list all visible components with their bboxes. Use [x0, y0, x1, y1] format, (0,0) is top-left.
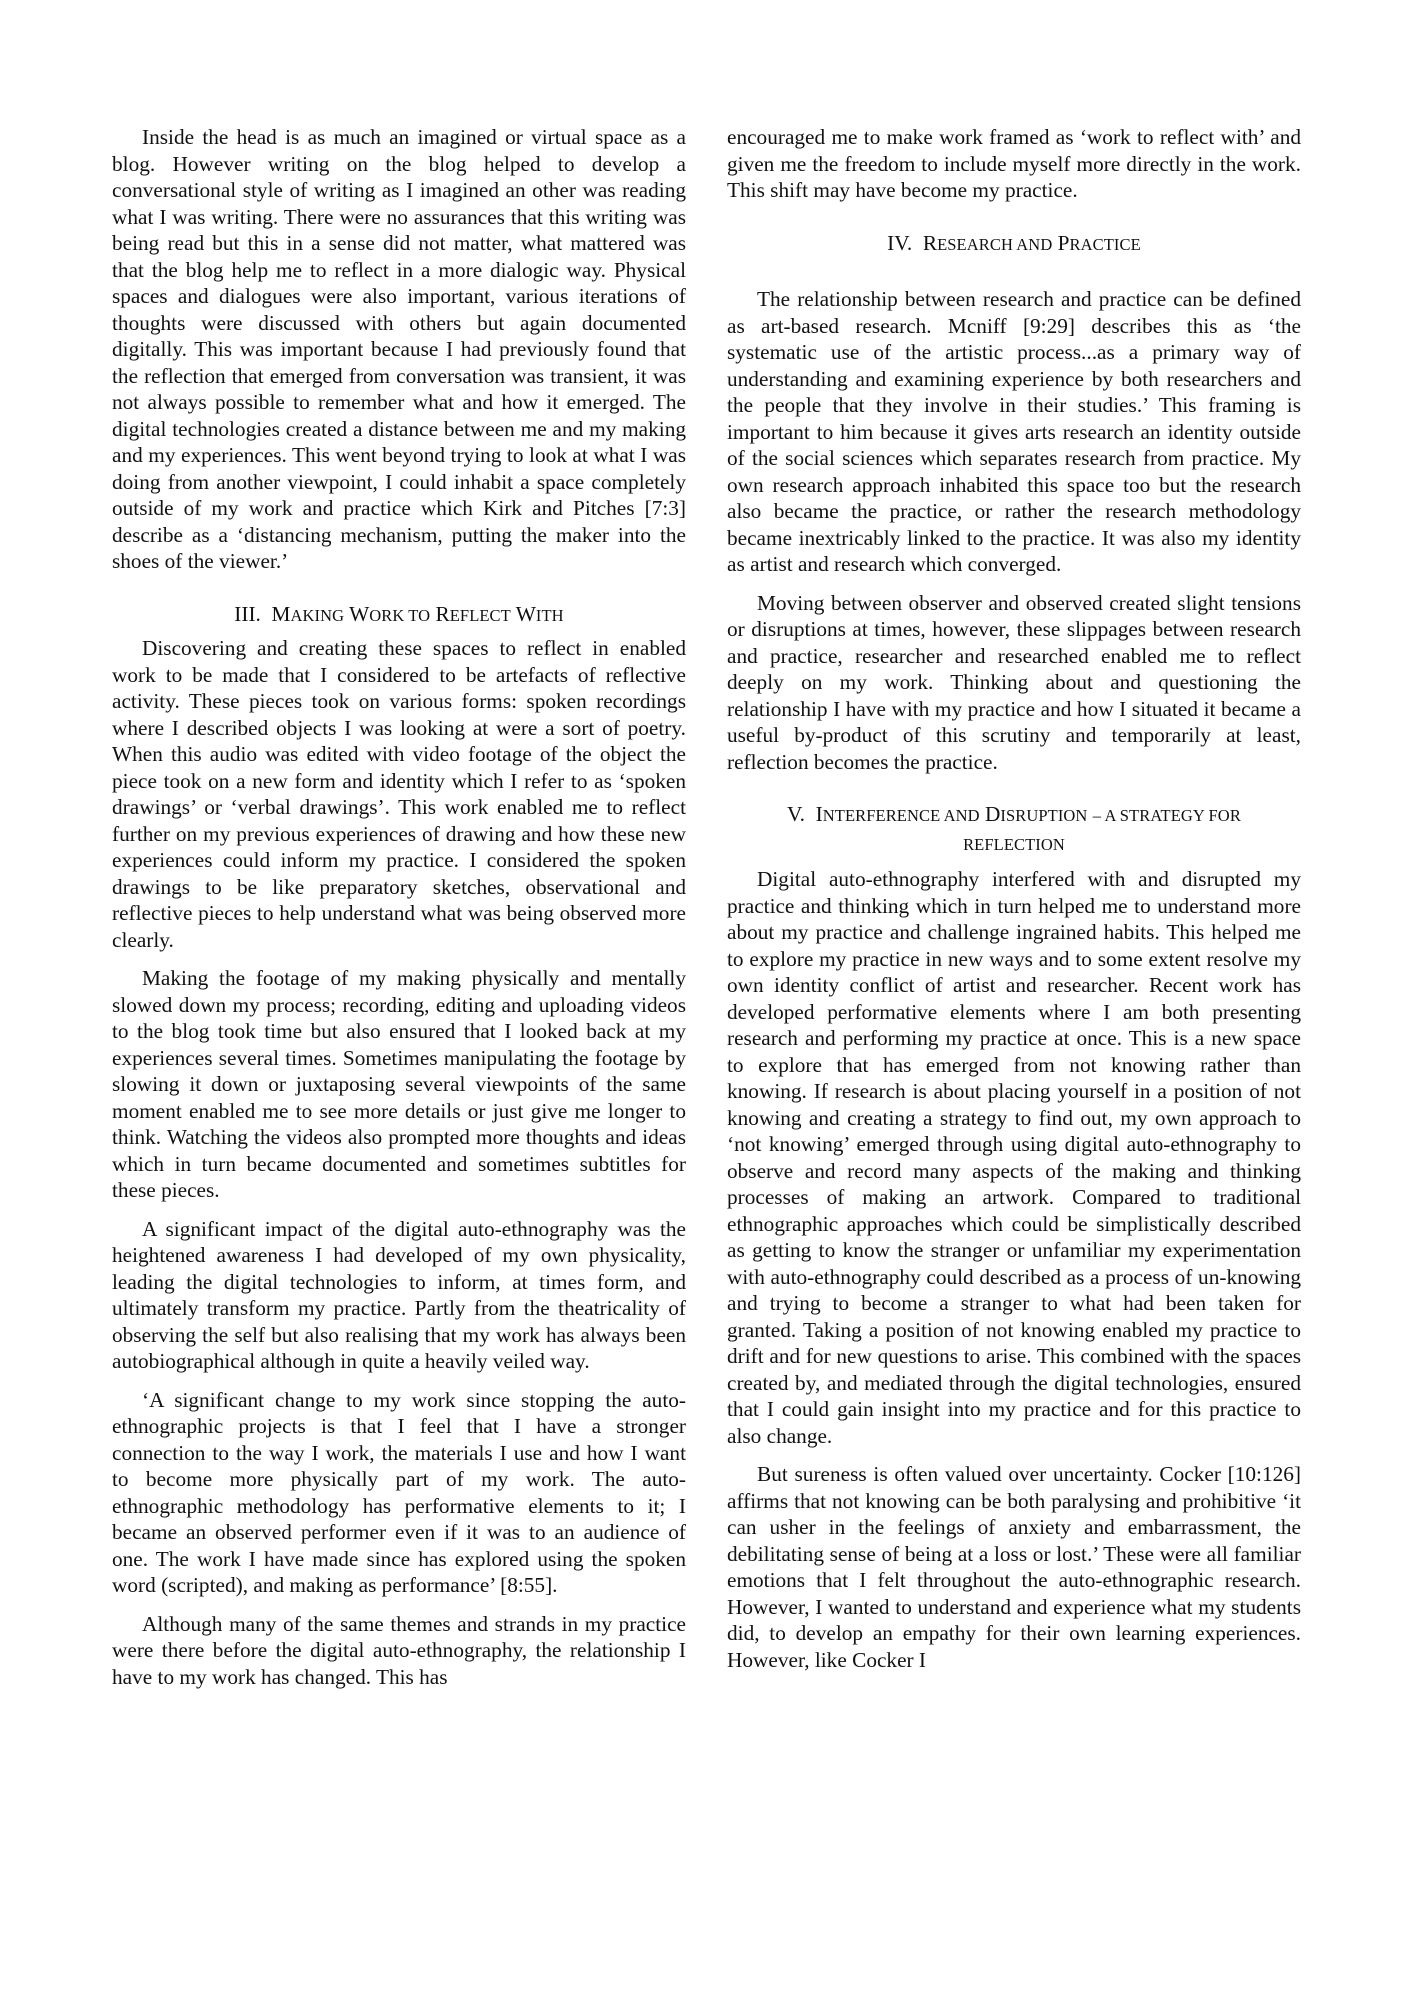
- paragraph-continued: encouraged me to make work framed as ‘work to reflect with’ and given me the freedom to include myself more directly in the work. This shift may have become my practice.: [727, 125, 1301, 202]
- paragraph: The relationship between research and practice can be defined as art-based research. Mcniff [9:29] describes this as ‘the systematic use of the artistic process...as a primary way of understanding and examining experience by both researchers and the people that they involve in their studies.’ This framing is important to him because it gives arts research an identity outside of the social sciences which separates research from practice. My own research approach inhabited this space too but the research also became the practice, or rather the research methodology became inextricably linked to the practice. It was also my identity as artist and research which converged.: [727, 287, 1301, 576]
- left-column: [112, 124, 686, 1702]
- paragraph: Although many of the same themes and strands in my practice were there before the digital auto-ethnography, the relationship I have to my work has changed. This has: [112, 1611, 686, 1689]
- paragraph: Digital auto-ethnography interfered with and disrupted my practice and thinking which in turn helped me to understand more about my practice and challenge ingrained habits. This helped me to explore my practice in new ways and to some extent resolve my own identity conflict of artist and researcher. Recent work has developed performative elements where I am both presenting research and performing my practice at once. This is a new space to explore that has emerged from not knowing rather than knowing. If research is about placing yourself in a position of not knowing and creating a strategy to find out, my own approach to ‘not knowing’ emerged through using digital auto-ethnography to observe and record many aspects of the making and thinking processes of making an artwork. Compared to traditional ethnographic approaches which could be simplistically described as getting to know the stranger or unfamiliar my experimentation with auto-ethnography could described as a process of un-knowing and trying to become a stranger to what had been taken for granted. Taking a position of not knowing enabled my practice to drift and for new questions to arise. This combined with the spaces created by, and mediated through the digital technologies, ensured that I could gain insight into my practice and for this practice to also change.: [727, 867, 1301, 1448]
- paragraph: Inside the head is as much an imagined or virtual space as a blog. However writing on the blog helped to develop a conversational style of writing as I imagined an other was reading what I was writing. There were no assurances that this writing was being read but this in a sense did not matter, what mattered was that the blog help me to reflect in a more dialogic way. Physical spaces and dialogues were also important, various iterations of thoughts were discussed with others but again documented digitally. This was important because I had previously found that the reflection that emerged from conversation was transient, it was not always possible to remember what and how it emerged. The digital technologies created a distance between me and my making and my experiences. This went beyond trying to look at what I was doing from another viewpoint, I could inhabit a space completely outside of my work and practice which Kirk and Pitches [7:3] describe as a ‘distancing mechanism, putting the maker into the shoes of the viewer.’: [112, 125, 686, 573]
- section-heading-iv: IV. RESEARCH AND PRACTICE: [887, 230, 1141, 255]
- paragraph: Moving between observer and observed created slight tensions or disruptions at times, however, these slippages between research and practice, researcher and researched enabled me to reflect deeply on my work. Thinking about and questioning the relationship I have with my practice and how I situated it became a useful by-product of this scrutiny and temporarily at least, reflection becomes the practice.: [727, 590, 1301, 774]
- section-heading-v: V. INTERFERENCE AND DISRUPTION – A STRATEGY FOR REFLECTION: [787, 802, 1241, 854]
- paragraph: A significant impact of the digital auto-ethnography was the heightened awareness I had developed of my own physicality, leading the digital technologies to inform, at times form, and ultimately transform my practice. Partly from the theatricality of observing the self but also realising that my work has always been autobiographical although in quite a heavily veiled way.: [112, 1216, 686, 1373]
- right-column: [727, 124, 1301, 1685]
- section-heading-iii: III. MAKING WORK TO REFLECT WITH: [234, 601, 564, 626]
- paragraph: Making the footage of my making physically and mentally slowed down my process; recording, editing and uploading videos to the blog took time but also ensured that I looked back at my experiences several times. Sometimes manipulating the footage by slowing it down or juxtaposing several viewpoints of the same moment enabled me to see more details or just give me longer to think. Watching the videos also prompted more thoughts and ideas which in turn became documented and sometimes subtitles for these pieces.: [112, 966, 686, 1202]
- quote-paragraph: ‘A significant change to my work since stopping the auto-ethnographic projects is that I feel that I have a stronger connection to the way I work, the materials I use and how I want to become more physically part of my work. The auto-ethnographic methodology has performative elements to it; I became an observed performer even if it was to an audience of one. The work I have made since has explored using the spoken word (scripted), and making as performance’ [8:55].: [112, 1387, 686, 1597]
- paragraph: Discovering and creating these spaces to reflect in enabled work to be made that I considered to be artefacts of reflective activity. These pieces took on various forms: spoken recordings where I described objects I was looking at were a sort of poetry. When this audio was edited with video footage of the object the piece took on a new form and identity which I refer to as ‘spoken drawings’ or ‘verbal drawings’. This work enabled me to reflect further on my previous experiences of drawing and how these new experiences could inform my practice. I considered the spoken drawings to be like preparatory sketches, observational and reflective pieces to help understand what was being observed more clearly.: [112, 636, 686, 952]
- paragraph: But sureness is often valued over uncertainty. Cocker [10:126] affirms that not knowing can be both paralysing and prohibitive ‘it can usher in the feelings of anxiety and embarrassment, the debilitating sense of being at a loss or lost.’ These were all familiar emotions that I felt throughout the auto-ethnographic research. However, I wanted to understand and experience what my students did, to develop an empathy for their own learning experiences. However, like Cocker I: [727, 1462, 1301, 1672]
